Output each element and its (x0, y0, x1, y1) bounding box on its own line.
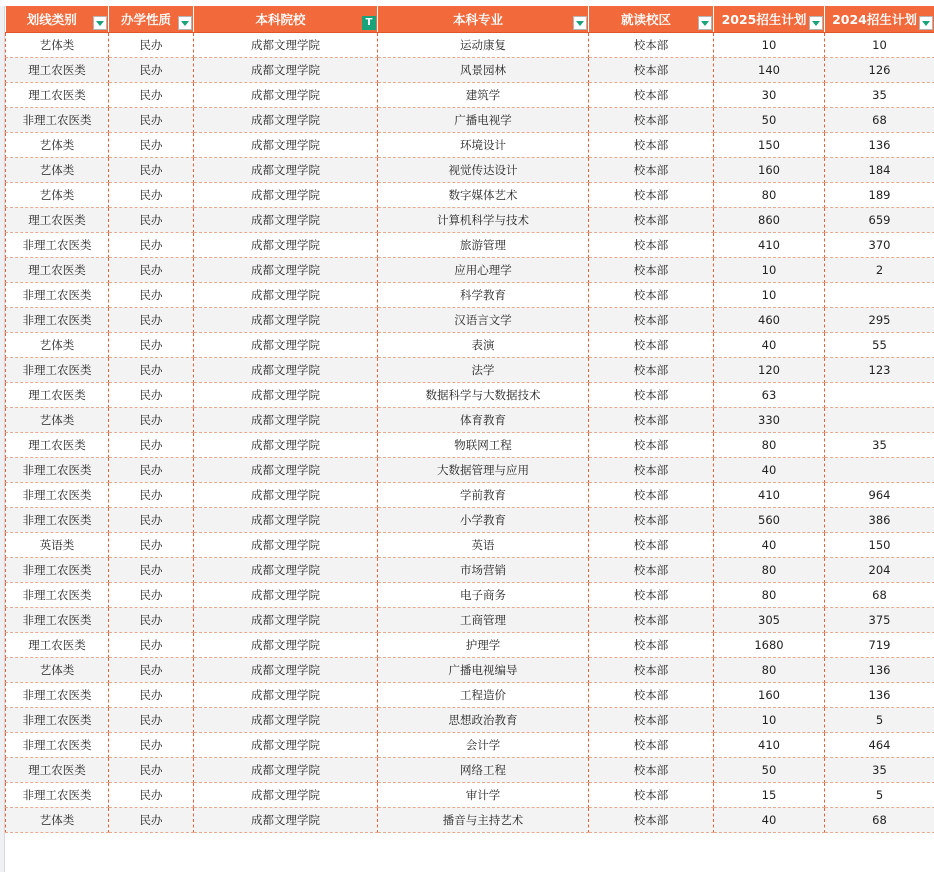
cell-plan-2025[interactable]: 10 (714, 33, 825, 58)
cell-major[interactable]: 思想政治教育 (378, 708, 589, 733)
table-row (6, 433, 934, 458)
cell-major[interactable]: 视觉传达设计 (378, 158, 589, 183)
cell-school-type[interactable]: 民办 (109, 583, 194, 608)
cell-plan-2025[interactable]: 40 (714, 458, 825, 483)
header-label: 办学性质 (120, 12, 171, 27)
cell-school-type[interactable]: 民办 (109, 508, 194, 533)
header-university[interactable] (194, 6, 378, 33)
cell-category[interactable]: 非理工农医类 (6, 308, 109, 333)
table-row (6, 733, 934, 758)
cell-category[interactable]: 理工农医类 (6, 83, 109, 108)
cell-category[interactable]: 英语类 (6, 533, 109, 558)
cell-plan-2025[interactable]: 150 (714, 133, 825, 158)
cell-category[interactable]: 非理工农医类 (6, 483, 109, 508)
cell-major[interactable]: 学前教育 (378, 483, 589, 508)
filter-dropdown-icon[interactable] (919, 16, 933, 30)
cell-plan-2025[interactable]: 80 (714, 558, 825, 583)
cell-plan-2024[interactable]: 375 (825, 608, 934, 633)
table-row (6, 808, 934, 833)
table-row (6, 783, 934, 808)
cell-school-type[interactable]: 民办 (109, 758, 194, 783)
cell-major[interactable]: 工商管理 (378, 608, 589, 633)
cell-major[interactable]: 法学 (378, 358, 589, 383)
cell-major[interactable]: 市场营销 (378, 558, 589, 583)
cell-campus[interactable]: 校本部 (589, 433, 714, 458)
cell-university[interactable]: 成都文理学院 (194, 483, 378, 508)
cell-campus[interactable]: 校本部 (589, 33, 714, 58)
cell-category[interactable]: 艺体类 (6, 333, 109, 358)
table-row (6, 33, 934, 58)
table-row (6, 508, 934, 533)
cell-plan-2024[interactable]: 68 (825, 583, 934, 608)
cell-campus[interactable]: 校本部 (589, 583, 714, 608)
cell-category[interactable]: 非理工农医类 (6, 358, 109, 383)
cell-school-type[interactable]: 民办 (109, 683, 194, 708)
cell-university[interactable]: 成都文理学院 (194, 408, 378, 433)
cell-plan-2024[interactable]: 719 (825, 633, 934, 658)
table-row (6, 333, 934, 358)
header-campus[interactable] (589, 6, 714, 33)
cell-school-type[interactable]: 民办 (109, 733, 194, 758)
cell-campus[interactable]: 校本部 (589, 483, 714, 508)
cell-major[interactable]: 风景园林 (378, 58, 589, 83)
cell-plan-2024[interactable]: 659 (825, 208, 934, 233)
table-row (6, 408, 934, 433)
table-row (6, 208, 934, 233)
cell-plan-2024[interactable]: 370 (825, 233, 934, 258)
table-row (6, 233, 934, 258)
cell-category[interactable]: 理工农医类 (6, 633, 109, 658)
cell-plan-2025[interactable]: 1680 (714, 633, 825, 658)
cell-plan-2025[interactable]: 50 (714, 758, 825, 783)
cell-university[interactable]: 成都文理学院 (194, 433, 378, 458)
cell-plan-2024[interactable]: 5 (825, 708, 934, 733)
cell-plan-2024[interactable]: 55 (825, 333, 934, 358)
cell-major[interactable]: 物联网工程 (378, 433, 589, 458)
cell-major[interactable]: 应用心理学 (378, 258, 589, 283)
cell-campus[interactable]: 校本部 (589, 333, 714, 358)
cell-plan-2025[interactable]: 63 (714, 383, 825, 408)
cell-school-type[interactable]: 民办 (109, 558, 194, 583)
table-row (6, 683, 934, 708)
cell-category[interactable]: 理工农医类 (6, 258, 109, 283)
cell-campus[interactable]: 校本部 (589, 183, 714, 208)
cell-plan-2025[interactable]: 50 (714, 108, 825, 133)
cell-university[interactable]: 成都文理学院 (194, 708, 378, 733)
header-school-type[interactable] (109, 6, 194, 33)
cell-plan-2025[interactable]: 410 (714, 233, 825, 258)
table-row (6, 283, 934, 308)
cell-plan-2025[interactable]: 80 (714, 183, 825, 208)
cell-school-type[interactable]: 民办 (109, 658, 194, 683)
cell-plan-2025[interactable]: 40 (714, 333, 825, 358)
cell-major[interactable]: 小学教育 (378, 508, 589, 533)
header-plan-2024[interactable] (825, 6, 934, 33)
cell-campus[interactable]: 校本部 (589, 258, 714, 283)
cell-campus[interactable]: 校本部 (589, 383, 714, 408)
cell-school-type[interactable]: 民办 (109, 783, 194, 808)
cell-university[interactable]: 成都文理学院 (194, 458, 378, 483)
table-row (6, 558, 934, 583)
cell-category[interactable]: 非理工农医类 (6, 508, 109, 533)
cell-university[interactable]: 成都文理学院 (194, 58, 378, 83)
header-label: 本科院校 (255, 12, 306, 27)
filter-dropdown-icon[interactable] (573, 16, 587, 30)
cell-plan-2024[interactable] (825, 408, 934, 433)
cell-category[interactable]: 非理工农医类 (6, 783, 109, 808)
cell-campus[interactable]: 校本部 (589, 608, 714, 633)
cell-campus[interactable]: 校本部 (589, 83, 714, 108)
cell-major[interactable]: 运动康复 (378, 33, 589, 58)
table-row (6, 108, 934, 133)
cell-school-type[interactable]: 民办 (109, 283, 194, 308)
cell-campus[interactable]: 校本部 (589, 208, 714, 233)
cell-university[interactable]: 成都文理学院 (194, 783, 378, 808)
table-row (6, 358, 934, 383)
cell-campus[interactable]: 校本部 (589, 308, 714, 333)
filter-dropdown-icon[interactable] (809, 16, 823, 30)
cell-campus[interactable]: 校本部 (589, 133, 714, 158)
filter-dropdown-icon[interactable] (698, 16, 712, 30)
header-label: 就读校区 (620, 12, 671, 27)
cell-plan-2025[interactable]: 330 (714, 408, 825, 433)
cell-major[interactable]: 体育教育 (378, 408, 589, 433)
cell-university[interactable]: 成都文理学院 (194, 208, 378, 233)
cell-school-type[interactable]: 民办 (109, 183, 194, 208)
cell-category[interactable]: 非理工农医类 (6, 683, 109, 708)
cell-category[interactable]: 非理工农医类 (6, 558, 109, 583)
cell-plan-2024[interactable]: 35 (825, 758, 934, 783)
cell-plan-2024[interactable]: 964 (825, 483, 934, 508)
table-row (6, 133, 934, 158)
cell-university[interactable]: 成都文理学院 (194, 633, 378, 658)
cell-university[interactable]: 成都文理学院 (194, 283, 378, 308)
table-row (6, 83, 934, 108)
cell-major[interactable]: 广播电视编导 (378, 658, 589, 683)
cell-category[interactable]: 非理工农医类 (6, 708, 109, 733)
cell-plan-2024[interactable]: 68 (825, 108, 934, 133)
cell-university[interactable]: 成都文理学院 (194, 108, 378, 133)
cell-school-type[interactable]: 民办 (109, 33, 194, 58)
cell-school-type[interactable]: 民办 (109, 483, 194, 508)
cell-major[interactable]: 广播电视学 (378, 108, 589, 133)
cell-category[interactable]: 非理工农医类 (6, 283, 109, 308)
table-row (6, 533, 934, 558)
table-row (6, 383, 934, 408)
cell-category[interactable]: 艺体类 (6, 808, 109, 833)
cell-university[interactable]: 成都文理学院 (194, 508, 378, 533)
cell-major[interactable]: 建筑学 (378, 83, 589, 108)
cell-category[interactable]: 非理工农医类 (6, 733, 109, 758)
header-label: 划线类别 (26, 12, 77, 27)
cell-school-type[interactable]: 民办 (109, 108, 194, 133)
cell-plan-2024[interactable]: 10 (825, 33, 934, 58)
cell-campus[interactable]: 校本部 (589, 458, 714, 483)
cell-campus[interactable]: 校本部 (589, 633, 714, 658)
cell-campus[interactable]: 校本部 (589, 683, 714, 708)
cell-school-type[interactable]: 民办 (109, 533, 194, 558)
cell-plan-2025[interactable]: 10 (714, 708, 825, 733)
cell-category[interactable]: 理工农医类 (6, 383, 109, 408)
table-row (6, 58, 934, 83)
table-body (6, 33, 934, 833)
table-row (6, 608, 934, 633)
cell-university[interactable]: 成都文理学院 (194, 658, 378, 683)
cell-university[interactable]: 成都文理学院 (194, 258, 378, 283)
cell-school-type[interactable]: 民办 (109, 258, 194, 283)
cell-plan-2024[interactable]: 295 (825, 308, 934, 333)
cell-category[interactable]: 非理工农医类 (6, 583, 109, 608)
cell-university[interactable]: 成都文理学院 (194, 608, 378, 633)
cell-school-type[interactable]: 民办 (109, 333, 194, 358)
cell-university[interactable]: 成都文理学院 (194, 758, 378, 783)
header-major[interactable] (378, 6, 589, 33)
cell-campus[interactable]: 校本部 (589, 733, 714, 758)
cell-campus[interactable]: 校本部 (589, 758, 714, 783)
table-row (6, 458, 934, 483)
cell-university[interactable]: 成都文理学院 (194, 308, 378, 333)
cell-school-type[interactable]: 民办 (109, 233, 194, 258)
cell-plan-2024[interactable] (825, 283, 934, 308)
header-label: 2024招生计划 (832, 12, 917, 27)
cell-major[interactable]: 审计学 (378, 783, 589, 808)
filter-dropdown-icon[interactable] (93, 16, 107, 30)
cell-plan-2024[interactable]: 123 (825, 358, 934, 383)
cell-plan-2024[interactable]: 136 (825, 133, 934, 158)
cell-category[interactable]: 理工农医类 (6, 58, 109, 83)
cell-major[interactable]: 表演 (378, 333, 589, 358)
cell-plan-2024[interactable]: 464 (825, 733, 934, 758)
header-row (6, 6, 934, 33)
table-row (6, 633, 934, 658)
table-row (6, 483, 934, 508)
header-label: 2025招生计划 (721, 12, 807, 27)
filter-active-icon[interactable]: T (362, 16, 376, 30)
cell-school-type[interactable]: 民办 (109, 383, 194, 408)
cell-school-type[interactable]: 民办 (109, 208, 194, 233)
cell-university[interactable]: 成都文理学院 (194, 383, 378, 408)
cell-campus[interactable]: 校本部 (589, 158, 714, 183)
cell-plan-2024[interactable]: 136 (825, 658, 934, 683)
cell-plan-2024[interactable]: 189 (825, 183, 934, 208)
cell-campus[interactable]: 校本部 (589, 558, 714, 583)
enrollment-plan-table (5, 6, 934, 833)
table-row (6, 308, 934, 333)
cell-plan-2024[interactable]: 136 (825, 683, 934, 708)
cell-campus[interactable]: 校本部 (589, 108, 714, 133)
table-row (6, 158, 934, 183)
cell-major[interactable]: 会计学 (378, 733, 589, 758)
cell-plan-2024[interactable]: 5 (825, 783, 934, 808)
cell-school-type[interactable]: 民办 (109, 83, 194, 108)
cell-plan-2025[interactable]: 410 (714, 733, 825, 758)
cell-campus[interactable]: 校本部 (589, 408, 714, 433)
cell-plan-2024[interactable]: 184 (825, 158, 934, 183)
cell-university[interactable]: 成都文理学院 (194, 33, 378, 58)
cell-school-type[interactable]: 民办 (109, 458, 194, 483)
filter-dropdown-icon[interactable] (178, 16, 192, 30)
cell-campus[interactable]: 校本部 (589, 58, 714, 83)
cell-plan-2025[interactable]: 140 (714, 58, 825, 83)
cell-plan-2024[interactable]: 68 (825, 808, 934, 833)
header-plan-2025[interactable] (714, 6, 825, 33)
header-category[interactable] (6, 6, 109, 33)
cell-category[interactable]: 非理工农医类 (6, 458, 109, 483)
cell-category[interactable]: 艺体类 (6, 183, 109, 208)
cell-plan-2025[interactable]: 160 (714, 158, 825, 183)
cell-plan-2024[interactable]: 126 (825, 58, 934, 83)
cell-school-type[interactable]: 民办 (109, 708, 194, 733)
cell-school-type[interactable]: 民办 (109, 158, 194, 183)
table-row (6, 183, 934, 208)
cell-category[interactable]: 理工农医类 (6, 433, 109, 458)
cell-category[interactable]: 理工农医类 (6, 208, 109, 233)
cell-major[interactable]: 英语 (378, 533, 589, 558)
cell-plan-2025[interactable]: 120 (714, 358, 825, 383)
cell-campus[interactable]: 校本部 (589, 283, 714, 308)
cell-major[interactable]: 大数据管理与应用 (378, 458, 589, 483)
cell-campus[interactable]: 校本部 (589, 508, 714, 533)
cell-plan-2025[interactable]: 10 (714, 258, 825, 283)
cell-major[interactable]: 数据科学与大数据技术 (378, 383, 589, 408)
cell-school-type[interactable]: 民办 (109, 58, 194, 83)
cell-major[interactable]: 网络工程 (378, 758, 589, 783)
table-row (6, 658, 934, 683)
cell-category[interactable]: 理工农医类 (6, 758, 109, 783)
cell-category[interactable]: 艺体类 (6, 133, 109, 158)
cell-major[interactable]: 环境设计 (378, 133, 589, 158)
cell-plan-2025[interactable]: 15 (714, 783, 825, 808)
cell-category[interactable]: 非理工农医类 (6, 233, 109, 258)
cell-plan-2024[interactable] (825, 458, 934, 483)
cell-university[interactable]: 成都文理学院 (194, 158, 378, 183)
cell-school-type[interactable]: 民办 (109, 433, 194, 458)
cell-major[interactable]: 工程造价 (378, 683, 589, 708)
cell-school-type[interactable]: 民办 (109, 633, 194, 658)
cell-plan-2024[interactable]: 2 (825, 258, 934, 283)
cell-campus[interactable]: 校本部 (589, 808, 714, 833)
cell-university[interactable]: 成都文理学院 (194, 83, 378, 108)
cell-university[interactable]: 成都文理学院 (194, 808, 378, 833)
cell-university[interactable]: 成都文理学院 (194, 533, 378, 558)
cell-campus[interactable]: 校本部 (589, 658, 714, 683)
table-row (6, 258, 934, 283)
cell-campus[interactable]: 校本部 (589, 708, 714, 733)
cell-major[interactable]: 护理学 (378, 633, 589, 658)
cell-category[interactable]: 艺体类 (6, 658, 109, 683)
cell-campus[interactable]: 校本部 (589, 533, 714, 558)
cell-school-type[interactable]: 民办 (109, 358, 194, 383)
cell-category[interactable]: 非理工农医类 (6, 108, 109, 133)
cell-plan-2025[interactable]: 40 (714, 533, 825, 558)
cell-plan-2025[interactable]: 80 (714, 583, 825, 608)
cell-university[interactable]: 成都文理学院 (194, 183, 378, 208)
header-label: 本科专业 (452, 12, 503, 27)
cell-school-type[interactable]: 民办 (109, 808, 194, 833)
cell-plan-2025[interactable]: 160 (714, 683, 825, 708)
cell-campus[interactable]: 校本部 (589, 233, 714, 258)
cell-plan-2024[interactable]: 150 (825, 533, 934, 558)
cell-university[interactable]: 成都文理学院 (194, 683, 378, 708)
cell-campus[interactable]: 校本部 (589, 358, 714, 383)
cell-major[interactable]: 计算机科学与技术 (378, 208, 589, 233)
cell-university[interactable]: 成都文理学院 (194, 133, 378, 158)
cell-plan-2025[interactable]: 40 (714, 808, 825, 833)
cell-school-type[interactable]: 民办 (109, 408, 194, 433)
cell-plan-2025[interactable]: 10 (714, 283, 825, 308)
cell-university[interactable]: 成都文理学院 (194, 583, 378, 608)
cell-plan-2024[interactable]: 35 (825, 83, 934, 108)
cell-plan-2025[interactable]: 80 (714, 433, 825, 458)
cell-category[interactable]: 艺体类 (6, 158, 109, 183)
table-row (6, 708, 934, 733)
cell-plan-2024[interactable]: 204 (825, 558, 934, 583)
table-row (6, 758, 934, 783)
cell-plan-2025[interactable]: 460 (714, 308, 825, 333)
cell-major[interactable]: 播音与主持艺术 (378, 808, 589, 833)
cell-plan-2024[interactable]: 35 (825, 433, 934, 458)
cell-plan-2025[interactable]: 80 (714, 658, 825, 683)
cell-plan-2024[interactable]: 386 (825, 508, 934, 533)
cell-plan-2025[interactable]: 410 (714, 483, 825, 508)
cell-university[interactable]: 成都文理学院 (194, 333, 378, 358)
cell-campus[interactable]: 校本部 (589, 783, 714, 808)
cell-university[interactable]: 成都文理学院 (194, 558, 378, 583)
cell-university[interactable]: 成都文理学院 (194, 233, 378, 258)
cell-school-type[interactable]: 民办 (109, 608, 194, 633)
cell-university[interactable]: 成都文理学院 (194, 733, 378, 758)
cell-major[interactable]: 旅游管理 (378, 233, 589, 258)
cell-school-type[interactable]: 民办 (109, 133, 194, 158)
cell-plan-2025[interactable]: 30 (714, 83, 825, 108)
cell-plan-2025[interactable]: 860 (714, 208, 825, 233)
cell-plan-2024[interactable] (825, 383, 934, 408)
cell-category[interactable]: 艺体类 (6, 408, 109, 433)
cell-category[interactable]: 艺体类 (6, 33, 109, 58)
cell-plan-2025[interactable]: 560 (714, 508, 825, 533)
cell-major[interactable]: 电子商务 (378, 583, 589, 608)
cell-school-type[interactable]: 民办 (109, 308, 194, 333)
cell-major[interactable]: 数字媒体艺术 (378, 183, 589, 208)
cell-major[interactable]: 汉语言文学 (378, 308, 589, 333)
cell-category[interactable]: 非理工农医类 (6, 608, 109, 633)
cell-plan-2025[interactable]: 305 (714, 608, 825, 633)
cell-university[interactable]: 成都文理学院 (194, 358, 378, 383)
table-row (6, 583, 934, 608)
cell-major[interactable]: 科学教育 (378, 283, 589, 308)
